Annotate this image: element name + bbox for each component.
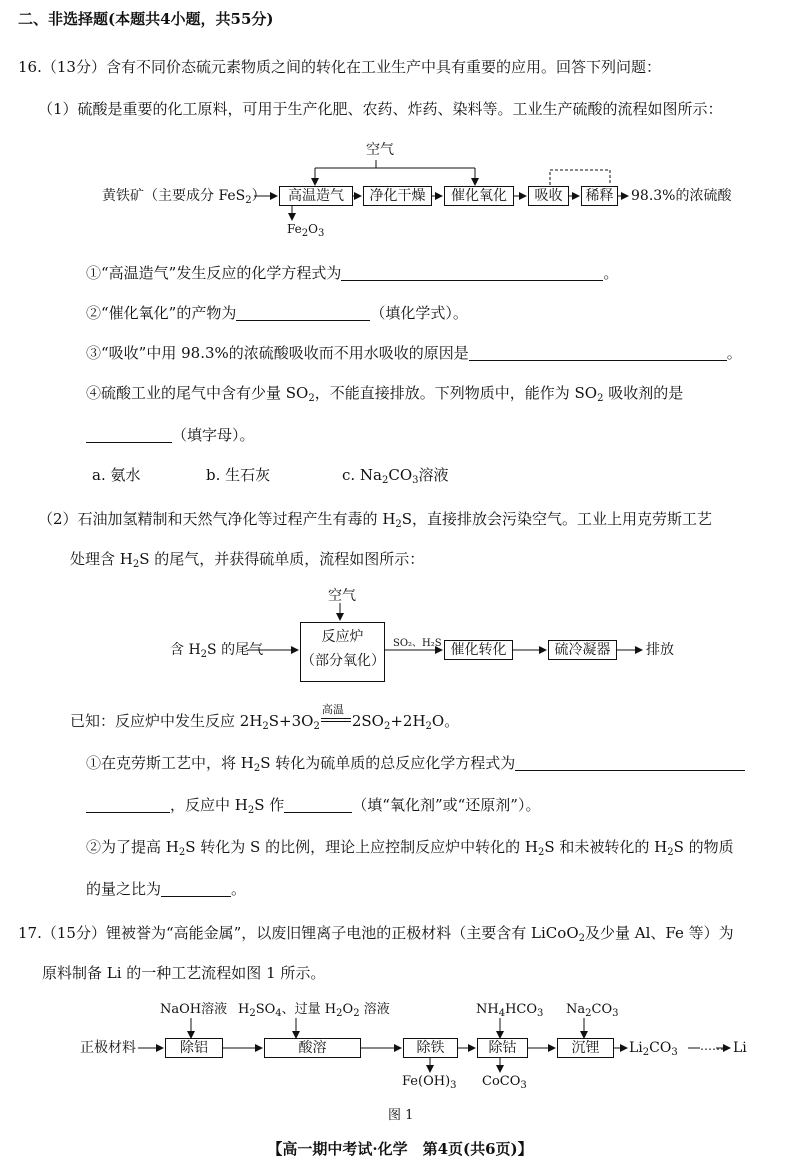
q17-stem: 17.（15分）锂被誉为“高能金属”，以废旧锂离子电池的正极材料（主要含有 LiCoO$_2$及少量 Al、Fe 等）为 <box>18 924 734 944</box>
q16-1-sub3: ③“吸收”中用 98.3%的浓硫酸吸收而不用水吸收的原因是 。 <box>86 344 742 362</box>
figure-caption: 图 1 <box>388 1108 414 1123</box>
flow3-reagent-na2co3: $Na_2CO_3$ <box>566 1002 619 1019</box>
flow3-step-precipitate-li: 沉锂 <box>557 1038 614 1058</box>
flow2-air-label: 空气 <box>328 588 356 604</box>
flow3-product-li2co3: $Li_2CO_3$ <box>629 1040 678 1058</box>
q17-stem-line2: 原料制备 Li 的一种工艺流程如图 1 所示。 <box>42 964 326 982</box>
flow1-step-absorb: 吸收 <box>528 186 569 206</box>
reaction-condition: 高温 <box>321 703 344 716</box>
flow3-reagent-acid: $H_2SO_4$、过量 $H_2O_2$ 溶液 <box>238 1002 390 1019</box>
q16-1-sub4-line2: （填字母）。 <box>86 424 255 446</box>
flow2-exhaust-label: 排放 <box>646 642 674 658</box>
q16-part2-intro: （2）石油加氢精制和天然气净化等过程产生有毒的 $H_2S$，直接排放会污染空气。工业上用克劳斯工艺 <box>38 510 713 530</box>
q16-1-sub2: ②“催化氧化”的产物为 （填化学式）。 <box>86 304 468 322</box>
q16-part2-intro-line2: 处理含 $H_2S$ 的尾气，并获得硫单质，流程如图所示： <box>70 550 425 570</box>
q16-option-b: b. 生石灰 <box>206 466 271 484</box>
flow3-step-remove-co: 除钴 <box>477 1038 528 1058</box>
flow3-step-acid-dissolve: 酸溶 <box>264 1038 361 1058</box>
flow1-product-label: 98.3%的浓硫酸 <box>631 188 732 204</box>
section-title: 二、非选择题(本题共4小题，共55分) <box>18 10 274 28</box>
q16-known-equation: 已知：反应炉中发生反应 $2H_2S+3O_2$ 高温 $2SO_2+2H_2O$。 <box>70 710 459 738</box>
flow1-byproduct-label: $Fe_2O_3$ <box>287 222 325 239</box>
flow1-step-high-temp: 高温造气 <box>279 186 353 206</box>
flow3-out-coco3: CoCO$_3$ <box>482 1074 527 1091</box>
flow1-source-label: 黄铁矿（主要成分 FeS$_2$） <box>102 188 266 206</box>
page-footer: 【高一期中考试·化学 第4页(共6页)】 <box>267 1140 533 1158</box>
flow2-step-catalytic: 催化转化 <box>444 640 513 660</box>
flow1-step-dilute: 稀释 <box>581 186 618 206</box>
q16-stem: 16.（13分）含有不同价态硫元素物质之间的转化在工业生产中具有重要的应用。回答下列问题： <box>18 58 661 76</box>
q16-option-a: a. 氨水 <box>92 466 141 484</box>
flow3-reagent-nh4hco3: $NH_4HCO_3$ <box>476 1002 544 1019</box>
flow1-step-catalytic-oxidation: 催化氧化 <box>444 186 514 206</box>
flow1-step-purify-dry: 净化干燥 <box>363 186 432 206</box>
q16-2-sub1: ①在克劳斯工艺中，将 $H_2S$ 转化为硫单质的总反应化学方程式为 <box>86 752 745 780</box>
flow3-step-remove-al: 除铝 <box>165 1038 223 1058</box>
q16-1-sub4: ④硫酸工业的尾气中含有少量 $SO_2$，不能直接排放。下列物质中，能作为 $SO_2$ 吸收剂的是 <box>86 384 684 404</box>
q16-part1-intro: （1）硫酸是重要的化工原料，可用于生产化肥、农药、炸药、染料等。工业生产硫酸的流程如图所示： <box>38 100 723 118</box>
flow2-source-label: 含 $H_2S$ 的尾气 <box>170 642 264 660</box>
flow2-reactor: 反应炉 （部分氧化） <box>300 622 385 682</box>
q16-2-sub1-line2: ，反应中 $H_2S$ 作 （填“氧化剂”或“还原剂”）。 <box>86 794 540 822</box>
flow1-air-label: 空气 <box>366 142 394 158</box>
flow3-reagent-naoh: NaOH溶液 <box>160 1002 228 1017</box>
q16-1-sub1: ①“高温造气”发生反应的化学方程式为 。 <box>86 264 619 282</box>
flow3-step-remove-fe: 除铁 <box>403 1038 458 1058</box>
q16-option-c: c. $Na_2CO_3$溶液 <box>342 466 449 486</box>
flow3-source-label: 正极材料 <box>80 1040 136 1056</box>
flow3-final-li: Li <box>733 1040 747 1056</box>
flow2-arrow-label: SO₂、H₂S <box>393 638 442 649</box>
flow3-dots: …… <box>700 1039 724 1053</box>
flow3-out-feoh3: $Fe(OH)_3$ <box>402 1074 457 1091</box>
q16-2-sub2: ②为了提高 $H_2S$ 转化为 S 的比例，理论上应控制反应炉中转化的 $H_2S$ 和未被转化的 $H_2S$ 的物质 <box>86 838 734 858</box>
flow2-step-condenser: 硫冷凝器 <box>548 640 617 660</box>
q16-2-sub2-line2: 的量之比为 。 <box>86 880 247 898</box>
